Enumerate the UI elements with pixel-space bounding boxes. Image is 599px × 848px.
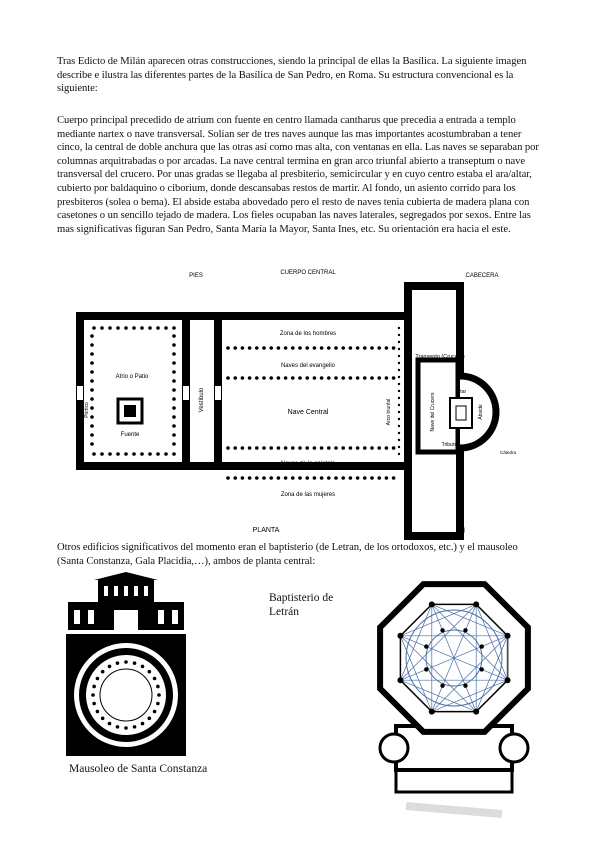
label-abside: Ábside <box>478 404 484 420</box>
label-altar: Altar <box>455 389 467 395</box>
label-arco-triunfal: Arco triunfal <box>386 398 392 426</box>
nave-wall <box>218 316 408 466</box>
label-vestibulo: Vestíbulo <box>199 387 205 413</box>
baptisterio-caption: Baptisterio de Letrán <box>269 592 334 618</box>
label-crucero: Nave del Crucero <box>430 392 436 432</box>
description-paragraph: Cuerpo principal precedido de atrium con fuente en centro llamada cantharus que precedia a entrada a templo mediante nartex o nave transversal. Solían ser de tres naves aunque las mas importantes acostumbraban a tener cinco, la central de doble anchura que las otras así como mas alta, con ventanas en ella. Las naves se separaban por columnas arquitrabadas o por arcadas. La nave central termina en gran arco triunfal abierto a transeptum o nave transversal del crucero. Por unas gradas se llegaba al presbiterio, semicircular y en cuyo centro estaba el ara/altar, cubierto por baldaquino o ciborium, donde descansabas restos de martir. Al fondo, un asiento corrido para los presbiteros (solea o bema). El abside estaba abovedado pero el resto de naves tenia cubierta de madera plana con casetones o un sencillo tejado de madera. Los fieles ocupaban las naves laterales, segregados por sexos. Entre las mas significativas figuran San Pedro, Santa María la Mayor, Santa Ines, etc. Su orientación era hacia el este. <box>57 115 539 235</box>
mausoleo-figure <box>66 572 186 756</box>
label-portico: Pórtico <box>84 402 90 418</box>
label-transepto: Transepto (Crucero) <box>415 354 465 360</box>
baptisterio-figure <box>366 576 542 818</box>
label-zona-hombres: Zona de los hombres <box>279 331 337 337</box>
label-cabecera: CABECERA <box>465 273 499 279</box>
basilica-plan-figure <box>68 268 546 540</box>
label-cuerpo-central: CUERPO CENTRAL <box>280 270 336 276</box>
label-naves-epistola: Naves de la epístola <box>280 461 336 467</box>
north-marker: JJ <box>454 526 466 536</box>
label-nave-central: Nave Central <box>287 409 329 416</box>
label-planta: PLANTA <box>252 527 280 534</box>
other-buildings-paragraph: Otros edificios significativos del momento eran el baptisterio (de Letran, de los ortodoxos, etc.) y el mausoleo (Santa Constanza, Gala Placidia,…), ambos de planta central: <box>57 542 518 567</box>
atrium-wall <box>80 316 186 466</box>
label-catedra: Cátedra <box>499 450 517 455</box>
mausoleo-caption: Mausoleo de Santa Constanza <box>69 763 208 775</box>
intro-paragraph: Tras Edicto de Milán aparecen otras construcciones, siendo la principal de ellas la Basílica. La siguiente imagen describe e ilustra las diferentes partes de la Basílica de San Pedro, en Roma. Su estructura convencional es la siguiente: <box>57 56 527 95</box>
label-fuente: Fuente <box>120 432 140 438</box>
label-atrio: Atrio o Patio <box>115 374 149 380</box>
label-pies: PIES <box>189 273 203 279</box>
label-tribuna: Tribuna <box>441 442 459 448</box>
label-naves-evangelio: Naves del evangelio <box>280 363 336 369</box>
label-zona-mujeres: Zona de las mujeres <box>280 492 336 498</box>
